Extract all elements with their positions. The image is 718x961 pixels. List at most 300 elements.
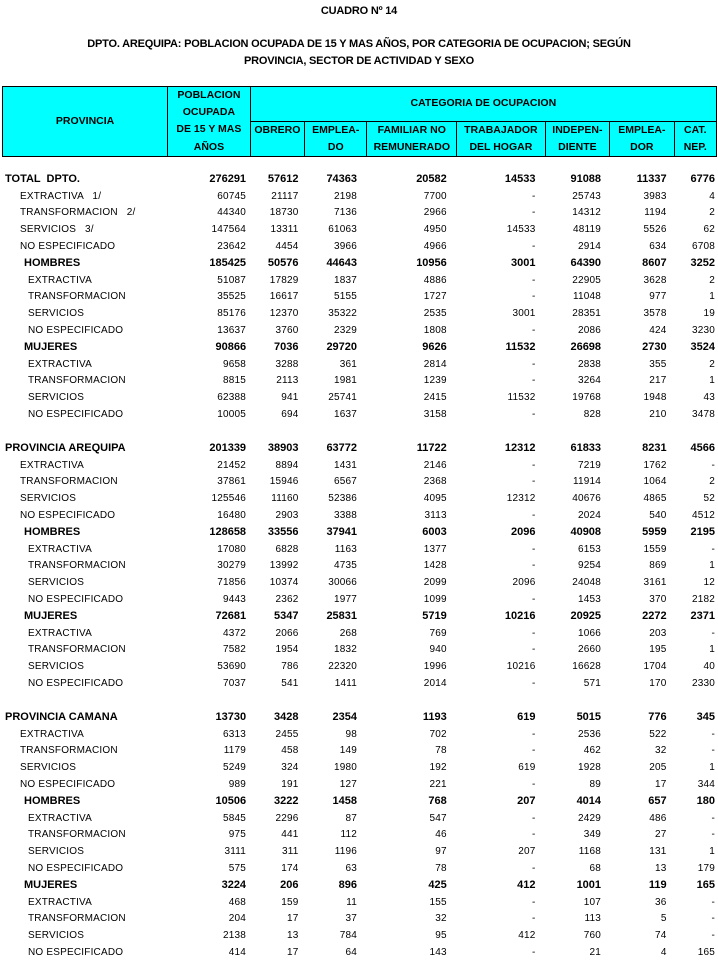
cell-value: 11532	[505, 341, 536, 354]
sex-subtotal-row	[2, 793, 717, 810]
cell-value: 768	[428, 795, 447, 808]
cell-value: -	[531, 812, 536, 824]
cell-value: 3760	[275, 325, 299, 337]
header-col-empleador-2: DOR	[610, 139, 674, 157]
cell-value: 3983	[643, 190, 667, 202]
table-row	[2, 238, 717, 255]
header-col-independiente-1: INDEPEN-	[545, 121, 609, 139]
cell-value: 3111	[224, 846, 247, 858]
header-col-trabajador-1: TRABAJADOR	[457, 121, 546, 139]
cell-value: 125546	[211, 493, 247, 505]
cell-value: 3158	[423, 409, 447, 421]
row-label-mujeres: MUJERES	[24, 610, 78, 623]
cell-value: 44340	[217, 207, 247, 219]
table-row	[2, 305, 717, 322]
row-label-servicios: SERVICIOS	[28, 577, 85, 589]
cell-value: 5249	[223, 762, 247, 774]
cell-value: 361	[339, 358, 358, 370]
cell-value: 6567	[333, 476, 358, 488]
cell-value: 2903	[275, 510, 299, 522]
cell-value: -	[711, 812, 715, 824]
cell-value: -	[531, 946, 536, 958]
table-row	[2, 574, 717, 591]
cell-value: 1168	[578, 846, 602, 858]
cell-value: -	[531, 510, 536, 522]
cell-value: 1411	[334, 678, 358, 689]
cell-value: -	[711, 543, 715, 555]
cell-value: 3001	[512, 308, 536, 320]
cell-value: 7582	[223, 644, 247, 656]
cell-value: 1193	[422, 711, 447, 724]
sex-subtotal-row	[2, 255, 717, 272]
table-row	[2, 642, 717, 659]
cell-value: -	[531, 241, 536, 253]
cell-value: 522	[649, 728, 667, 740]
cell-value: -	[531, 745, 536, 757]
cell-value: 159	[281, 896, 299, 908]
row-label-extractiva: EXTRACTIVA	[28, 543, 93, 555]
cell-value: 2138	[223, 930, 247, 942]
cell-value: 3478	[691, 409, 715, 421]
cell-value: 207	[517, 795, 536, 808]
cell-value: 57612	[267, 173, 299, 186]
cell-value: 185425	[209, 257, 247, 270]
cell-value: 30066	[328, 577, 358, 589]
cell-value: 68	[589, 862, 602, 874]
sex-subtotal-row	[2, 608, 717, 625]
cell-value: 2368	[423, 476, 447, 488]
cell-value: 13	[286, 930, 299, 942]
cell-value: 63	[345, 862, 358, 874]
cell-value: 71856	[217, 577, 247, 589]
cell-value: 2429	[578, 812, 602, 824]
header-col-catnep-1: CAT.	[674, 121, 716, 139]
table-row	[2, 541, 717, 558]
table-row	[2, 625, 717, 642]
cell-value: 61063	[328, 224, 358, 236]
cell-value: 179	[697, 862, 715, 874]
cell-value: 458	[281, 745, 299, 757]
cell-value: 14533	[506, 224, 536, 236]
cell-value: 619	[518, 762, 536, 774]
cell-value: 98	[345, 728, 358, 740]
cell-value: 2914	[578, 241, 602, 253]
cell-value: 1977	[333, 594, 358, 606]
cell-value: 4095	[423, 493, 447, 505]
cell-value: 7219	[578, 459, 602, 471]
cell-value: 355	[649, 358, 667, 370]
cell-value: 128658	[209, 526, 247, 539]
spacer-row	[2, 423, 717, 440]
cell-value: 112	[340, 829, 358, 841]
cell-value: 25743	[572, 190, 602, 202]
cell-value: 19	[703, 308, 715, 320]
cell-value: -	[531, 190, 536, 202]
header-col-independiente-2: DIENTE	[545, 139, 609, 157]
row-label-servicios: SERVICIOS	[28, 308, 85, 320]
cell-value: -	[531, 274, 536, 286]
row-label-transformacion: TRANSFORMACION	[28, 644, 126, 656]
table-row	[2, 188, 717, 205]
cell-value: 1996	[423, 661, 447, 673]
row-label-extractiva: EXTRACTIVA	[28, 627, 93, 639]
cell-value: 575	[228, 862, 247, 874]
cell-value: 12312	[506, 493, 536, 505]
sex-subtotal-row	[2, 339, 717, 356]
table-row	[2, 373, 717, 390]
cell-value: 10216	[504, 610, 536, 623]
cell-value: 205	[649, 762, 667, 774]
cell-value: 1431	[333, 459, 358, 471]
cell-value: 37861	[217, 476, 247, 488]
cell-value: 8607	[642, 257, 667, 270]
cell-value: 3001	[511, 257, 536, 270]
cell-value: 940	[429, 644, 447, 656]
table-row	[2, 272, 717, 289]
cell-value: 268	[339, 627, 358, 639]
cell-value: 1954	[275, 644, 299, 656]
document-title-line-1: DPTO. AREQUIPA: POBLACION OCUPADA DE 15 Y MAS AÑOS, POR CATEGORIA DE OCUPACION; SEGÚN	[87, 38, 631, 50]
cell-value: 207	[518, 846, 536, 858]
cell-value: 13637	[217, 325, 247, 337]
cell-value: -	[531, 778, 536, 790]
cell-value: 941	[281, 392, 299, 404]
cell-value: 206	[280, 879, 299, 892]
cell-value: 571	[583, 678, 602, 689]
row-label-extractiva: EXTRACTIVA	[28, 358, 93, 370]
cell-value: 2146	[423, 459, 447, 471]
cell-value: 7136	[333, 207, 358, 219]
cell-value: 2099	[423, 577, 447, 589]
cell-value: 5959	[642, 526, 667, 539]
cell-value: -	[531, 291, 536, 303]
cell-value: 2096	[511, 526, 536, 539]
cell-value: -	[711, 627, 715, 639]
cell-value: -	[531, 325, 536, 337]
cell-value: 2966	[423, 207, 447, 219]
row-label-hombres: HOMBRES	[24, 526, 81, 539]
cell-value: 1194	[644, 207, 667, 219]
cell-value: -	[531, 678, 536, 689]
cell-value: 2195	[690, 526, 715, 539]
cell-value: 869	[649, 560, 667, 572]
cell-value: 8231	[642, 442, 667, 455]
row-label-total-dpto: TOTAL DPTO.	[5, 173, 80, 186]
cell-value: 3222	[274, 795, 299, 808]
cell-value: 3428	[274, 711, 299, 724]
cell-value: 210	[649, 409, 667, 421]
cell-value: 143	[429, 946, 447, 958]
table-row	[2, 726, 717, 743]
cell-value: 64	[345, 946, 358, 958]
cell-value: -	[531, 594, 536, 606]
cell-value: 412	[517, 879, 536, 892]
cell-value: 13311	[270, 224, 299, 236]
header-col-trabajador-2: DEL HOGAR	[457, 139, 546, 157]
cell-value: 22905	[572, 274, 602, 286]
cell-value: 19768	[572, 392, 602, 404]
cell-value: 2535	[423, 308, 447, 320]
header-col-empleado-1: EMPLEA-	[305, 121, 367, 139]
cell-value: 4566	[690, 442, 715, 455]
cell-value: 13992	[269, 560, 299, 572]
row-label-transformacion: TRANSFORMACION	[20, 745, 118, 757]
cell-value: 2086	[578, 325, 602, 337]
cell-value: 760	[583, 930, 602, 942]
cell-value: 10005	[217, 409, 247, 421]
cell-value: 30279	[217, 560, 247, 572]
cell-value: 2536	[578, 728, 602, 740]
cell-value: 10506	[215, 795, 247, 808]
table-row	[2, 810, 717, 827]
cell-value: 5	[660, 913, 667, 925]
row-label-extractiva: EXTRACTIVA	[20, 459, 85, 471]
row-label-no-especificado: NO ESPECIFICADO	[28, 678, 124, 689]
cell-value: 28351	[572, 308, 602, 320]
data-table	[2, 171, 717, 961]
cell-value: 17	[286, 913, 299, 925]
cell-value: 25741	[328, 392, 358, 404]
row-label-provincia-arequipa: PROVINCIA AREQUIPA	[5, 442, 126, 455]
cell-value: 3966	[333, 241, 358, 253]
cell-value: 74	[655, 930, 667, 942]
cell-value: 90866	[215, 341, 247, 354]
cell-value: 4735	[333, 560, 358, 572]
cell-value: 2	[709, 476, 715, 488]
cell-value: 195	[649, 644, 667, 656]
cell-value: 1704	[643, 661, 667, 673]
section-total-row	[2, 171, 717, 188]
cell-value: 35322	[328, 308, 358, 320]
cell-value: 12312	[504, 442, 536, 455]
row-label-extractiva-1: EXTRACTIVA 1/	[20, 190, 102, 202]
header-poblacion-line-2: OCUPADA	[168, 104, 251, 121]
cell-value: -	[531, 476, 536, 488]
cell-value: 25831	[326, 610, 358, 623]
row-label-no-especificado: NO ESPECIFICADO	[28, 594, 124, 606]
cell-value: 17829	[269, 274, 299, 286]
cell-value: 2066	[275, 627, 299, 639]
cell-value: 7700	[423, 190, 447, 202]
cell-value: 468	[228, 896, 247, 908]
cell-value: 9658	[223, 358, 247, 370]
cell-value: 1837	[333, 274, 358, 286]
cell-value: 107	[583, 896, 602, 908]
cell-value: 53690	[217, 661, 247, 673]
cell-value: 8815	[223, 375, 247, 387]
cell-value: -	[531, 560, 536, 572]
cell-value: 6313	[223, 728, 247, 740]
row-label-no-especificado: NO ESPECIFICADO	[20, 241, 116, 253]
cell-value: 4886	[423, 274, 447, 286]
table-row	[2, 743, 717, 760]
cell-value: 16628	[572, 661, 602, 673]
header-col-familiar-2: REMUNERADO	[367, 139, 457, 157]
cell-value: 3230	[691, 325, 715, 337]
cell-value: 9626	[422, 341, 447, 354]
header-col-obrero-1: OBRERO	[250, 121, 304, 139]
row-label-mujeres: MUJERES	[24, 879, 78, 892]
cell-value: 5155	[333, 291, 358, 303]
cell-value: 127	[339, 778, 358, 790]
cell-value: 1	[709, 291, 715, 303]
cell-value: 486	[649, 812, 667, 824]
cell-value: 2838	[578, 358, 602, 370]
cell-value: 40908	[570, 526, 602, 539]
row-label-transformacion: TRANSFORMACION	[28, 291, 126, 303]
cell-value: 2182	[691, 594, 715, 606]
cell-value: -	[711, 930, 715, 942]
cell-value: 6708	[691, 241, 715, 253]
row-label-extractiva: EXTRACTIVA	[28, 896, 93, 908]
cell-value: -	[711, 896, 715, 908]
cell-value: 21452	[217, 459, 247, 471]
cell-value: 786	[281, 661, 299, 673]
cell-value: 1458	[332, 795, 358, 808]
cell-value: 2014	[423, 678, 447, 689]
row-label-servicios: SERVICIOS	[20, 762, 77, 774]
cell-value: 2113	[276, 375, 299, 387]
row-label-no-especificado: NO ESPECIFICADO	[28, 409, 124, 421]
cell-value: 7036	[274, 341, 299, 354]
cell-value: 1377	[423, 543, 447, 555]
cell-value: 776	[648, 711, 667, 724]
cell-value: -	[711, 745, 715, 757]
cell-value: 180	[696, 795, 715, 808]
cell-value: 5845	[223, 812, 247, 824]
row-label-transformacion: TRANSFORMACION	[20, 476, 118, 488]
cell-value: 52386	[328, 493, 358, 505]
header-provincia: PROVINCIA	[3, 87, 168, 157]
cell-value: 3252	[690, 257, 715, 270]
cell-value: 619	[517, 711, 536, 724]
cell-value: 7037	[223, 678, 247, 689]
cell-value: 78	[435, 745, 447, 757]
cell-value: 85176	[217, 308, 247, 320]
cell-value: 1	[709, 762, 715, 774]
cell-value: 46	[435, 829, 447, 841]
table-row	[2, 860, 717, 877]
cell-value: 425	[428, 879, 447, 892]
cell-value: 324	[281, 762, 299, 774]
cell-value: 414	[228, 946, 247, 958]
cell-value: 2024	[578, 510, 602, 522]
cell-value: 78	[435, 862, 447, 874]
cell-value: 2	[709, 207, 715, 219]
cell-value: 4966	[423, 241, 447, 253]
cell-value: 91088	[570, 173, 602, 186]
cell-value: 62388	[217, 392, 247, 404]
cell-value: 203	[649, 627, 667, 639]
cell-value: 217	[649, 375, 667, 387]
row-label-servicios: SERVICIOS	[28, 930, 85, 942]
cell-value: 3524	[690, 341, 715, 354]
cell-value: 6153	[578, 543, 602, 555]
cell-value: 11722	[416, 442, 447, 455]
row-label-servicios: SERVICIOS	[28, 661, 85, 673]
cell-value: 44643	[326, 257, 358, 270]
cell-value: 11914	[572, 476, 602, 488]
cell-value: 2272	[642, 610, 667, 623]
table-row	[2, 406, 717, 423]
table-row	[2, 205, 717, 222]
cell-value: 40676	[572, 493, 602, 505]
cell-value: 155	[429, 896, 447, 908]
cell-value: 38903	[267, 442, 299, 455]
cell-value: 191	[281, 778, 299, 790]
table-row	[2, 558, 717, 575]
cell-value: 2660	[578, 644, 602, 656]
row-label-hombres: HOMBRES	[24, 257, 81, 270]
cell-value: 12370	[269, 308, 299, 320]
row-label-servicios: SERVICIOS	[28, 392, 85, 404]
spacer-cell	[2, 692, 717, 709]
cell-value: 18730	[269, 207, 299, 219]
cell-value: 1948	[643, 392, 667, 404]
cell-value: 17080	[217, 543, 247, 555]
cell-value: 3578	[643, 308, 667, 320]
row-label-extractiva: EXTRACTIVA	[28, 274, 93, 286]
table-row	[2, 944, 717, 961]
cell-value: 1099	[423, 594, 447, 606]
cell-value: 15946	[269, 476, 299, 488]
cell-value: 1064	[643, 476, 667, 488]
row-label-no-especificado: NO ESPECIFICADO	[28, 862, 124, 874]
table-row	[2, 289, 717, 306]
cell-value: 174	[281, 862, 299, 874]
cell-value: 702	[429, 728, 447, 740]
cell-value: 2455	[275, 728, 299, 740]
table-row	[2, 221, 717, 238]
table-row	[2, 322, 717, 339]
cell-value: 344	[697, 778, 715, 790]
cell-value: -	[531, 207, 536, 219]
cell-value: 1001	[576, 879, 602, 892]
header-col-catnep-2: NEP.	[674, 139, 716, 157]
section-total-row	[2, 709, 717, 726]
cell-value: -	[531, 375, 536, 387]
cell-value: 1196	[334, 846, 358, 858]
row-label-transformacion: TRANSFORMACION	[28, 913, 126, 925]
table-row	[2, 927, 717, 944]
cell-value: 634	[649, 241, 667, 253]
cell-value: 784	[339, 930, 358, 942]
cell-value: 119	[648, 879, 667, 892]
cell-value: 3288	[275, 358, 299, 370]
cell-value: 21117	[271, 190, 299, 202]
cell-value: 1	[709, 375, 715, 387]
cell-value: 896	[338, 879, 358, 892]
cell-value: 3628	[643, 274, 667, 286]
cell-value: 4014	[576, 795, 602, 808]
cell-value: 63772	[326, 442, 358, 455]
cell-value: -	[531, 728, 536, 740]
cell-value: 4	[709, 190, 715, 202]
table-row	[2, 826, 717, 843]
cell-value: -	[711, 829, 715, 841]
cell-value: 36	[655, 896, 667, 908]
cell-value: 97	[435, 846, 447, 858]
cell-value: 192	[429, 762, 447, 774]
header-poblacion-line-1: POBLACION	[168, 87, 251, 105]
cell-value: 1981	[333, 375, 358, 387]
table-row	[2, 389, 717, 406]
cell-value: 48119	[572, 224, 602, 236]
cell-value: 32	[655, 745, 667, 757]
cell-value: 276291	[209, 173, 247, 186]
cell-value: 10374	[269, 577, 299, 589]
cell-value: 14312	[572, 207, 602, 219]
